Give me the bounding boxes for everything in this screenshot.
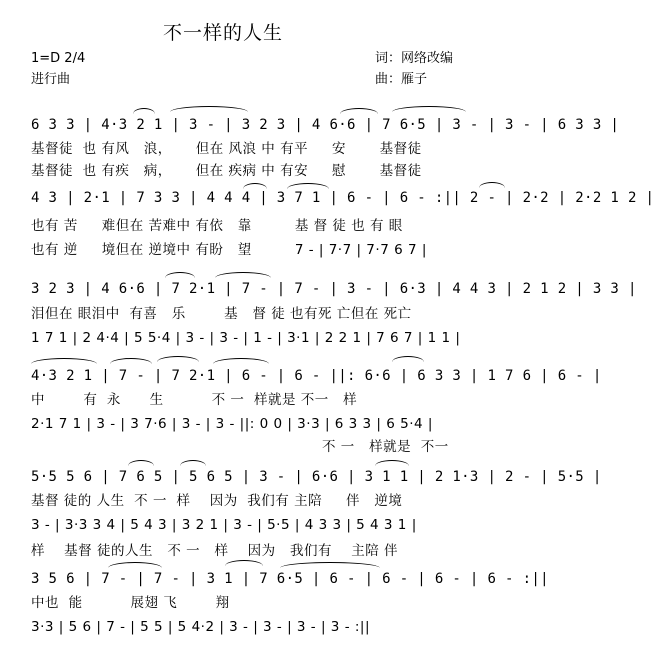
slur-mark — [133, 108, 155, 114]
notation-line: 4·3 2 1 | 7 - | 7 2·1 | 6 - | 6 - ||: 6·6 | 6 3 3 | 1 7 6 | 6 - | — [31, 368, 602, 384]
slur-mark — [170, 106, 248, 112]
lyric-line: 也有 逆 境但在 逆境中 有盼 望 7 - | 7·7 | 7·7 6 7 | — [31, 242, 427, 258]
key-signature: 1=D 2/4 — [31, 51, 86, 66]
notation-line: 5·5 5 6 | 7 6 5 | 5 6 5 | 3 - | 6·6 | 3 1 1 | 2 1·3 | 2 - | 5·5 | — [31, 469, 602, 485]
lyricist-credit: 词：网络改编 — [375, 51, 454, 66]
lyric-line: 中也 能 展翅 飞 翔 — [31, 595, 230, 611]
slur-mark — [31, 358, 97, 364]
lyric-line: 基督徒 也 有疾 病， 但在 疾病 中 有安 慰 基督徒 — [31, 163, 422, 179]
lyric-line: 3 - | 3·3 3 4 | 5 4 3 | 3 2 1 | 3 - | 5·5 | 4 3 3 | 5 4 3 1 | — [31, 517, 417, 533]
lyric-line: 基督徒 也 有风 浪， 但在 风浪 中 有平 安 基督徒 — [31, 141, 422, 157]
notation-line: 4 3 | 2·1 | 7 3 3 | 4 4 4 | 3 7 1 | 6 - | 6 - :|| 2 - | 2·2 | 2·2 1 2 | — [31, 190, 654, 206]
lyric-line: 中 有 永 生 不 一 样就是 不一 样 — [31, 392, 358, 408]
slur-mark — [375, 460, 409, 466]
lyric-line: 基督 徒的 人生 不 一 样 因为 我们有 主陪 伴 逆境 — [31, 493, 403, 509]
composer-credit: 曲：雁子 — [375, 72, 428, 87]
lyric-line: 不 一 样就是 不一 — [322, 439, 449, 455]
slur-mark — [165, 272, 195, 278]
slur-mark — [340, 108, 378, 114]
lyric-line: 泪但在 眼泪中 有喜 乐 基 督 徒 也有死 亡但在 死亡 — [31, 306, 412, 322]
slur-mark — [180, 460, 206, 466]
notation-line: 3 5 6 | 7 - | 7 - | 3 1 | 7 6·5 | 6 - | 6 - | 6 - | 6 - :|| — [31, 571, 549, 587]
lyric-line: 样 基督 徒的人生 不 一 样 因为 我们有 主陪 伴 — [31, 543, 398, 559]
lyric-line: 1 7 1 | 2 4·4 | 5 5·4 | 3 - | 3 - | 1 - | 3·1 | 2 2 1 | 7 6 7 | 1 1 | — [31, 330, 461, 346]
lyric-line: 也有 苦 难但在 苦难中 有依 靠 基 督 徒 也 有 眼 — [31, 218, 403, 234]
notation-line: 3 2 3 | 4 6·6 | 7 2·1 | 7 - | 7 - | 3 - | 6·3 | 4 4 3 | 2 1 2 | 3 3 | — [31, 281, 637, 297]
slur-mark — [213, 358, 269, 364]
lyric-line: 2·1 7 1 | 3 - | 3 7·6 | 3 - | 3 - ||: 0 0 | 3·3 | 6 3 3 | 6 5·4 | — [31, 416, 433, 432]
slur-mark — [128, 460, 154, 466]
slur-mark — [215, 272, 271, 278]
slur-mark — [280, 562, 380, 568]
slur-mark — [287, 183, 329, 189]
slur-mark — [243, 183, 267, 189]
song-title: 不一样的人生 — [163, 22, 284, 44]
notation-line: 6 3 3 | 4·3 2 1 | 3 - | 3 2 3 | 4 6·6 | 7 6·5 | 3 - | 3 - | 6 3 3 | — [31, 117, 620, 133]
slur-mark — [225, 560, 263, 566]
slur-mark — [157, 356, 199, 362]
lyric-line: 3·3 | 5 6 | 7 - | 5 5 | 5 4·2 | 3 - | 3 - | 3 - | 3 - :|| — [31, 619, 370, 635]
slur-mark — [108, 562, 162, 568]
slur-mark — [110, 358, 152, 364]
slur-mark — [392, 106, 466, 112]
slur-mark — [479, 182, 505, 188]
slur-mark — [392, 356, 424, 362]
tempo-marking: 进行曲 — [31, 72, 71, 87]
